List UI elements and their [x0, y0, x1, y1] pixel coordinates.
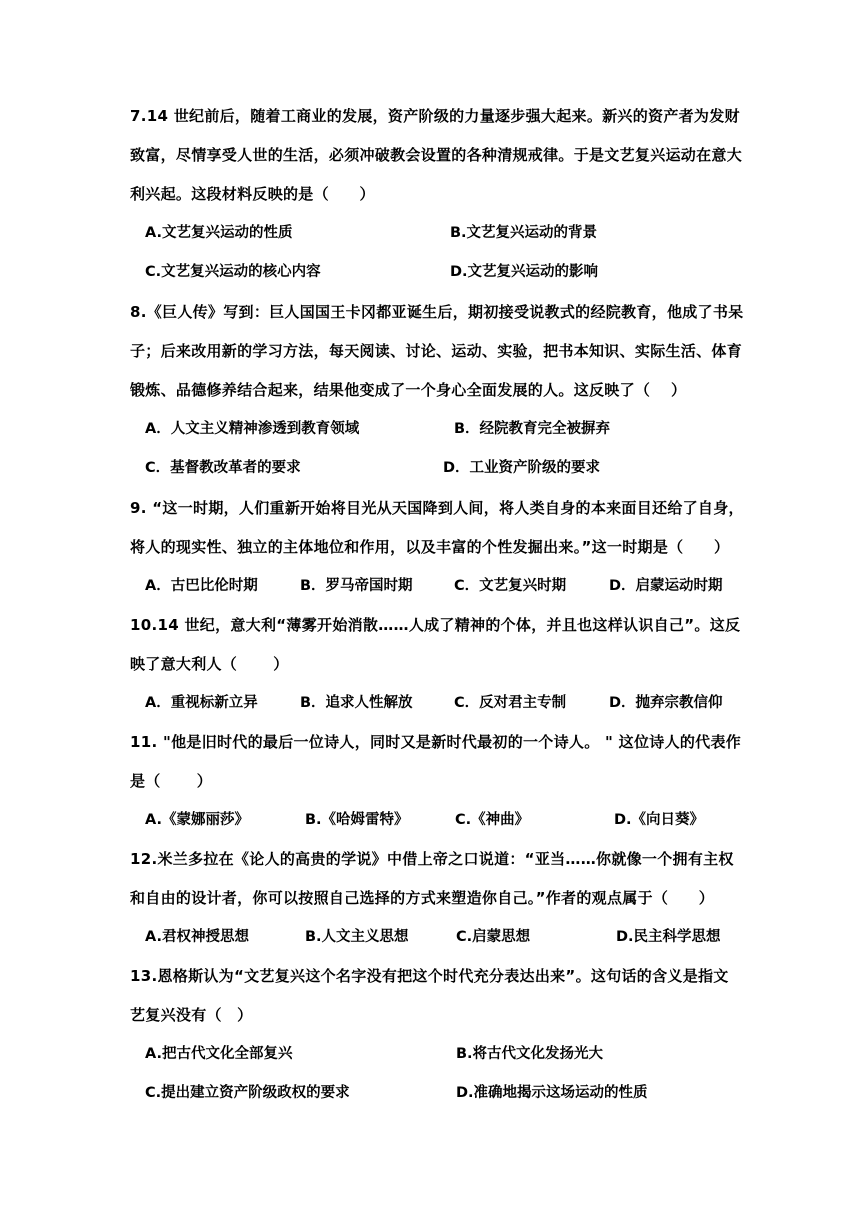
question-stem-line: 12.米兰多拉在《论人的高贵的学说》中借上帝之口说道：“亚当……你就像一个拥有主权	[130, 850, 734, 868]
option-b: B.人文主义思想	[305, 929, 409, 945]
option-a: A.文艺复兴运动的性质	[145, 225, 293, 241]
option-b: B．经院教育完全被摒弃	[454, 421, 611, 437]
option-row	[130, 449, 730, 488]
question-stem-line: 是（ ）	[130, 772, 213, 790]
option-c: C.提出建立资产阶级政权的要求	[145, 1085, 350, 1101]
option-d: D.《向日葵》	[614, 812, 705, 828]
question-stem-line: 利兴起。这段材料反映的是（ ）	[130, 185, 375, 203]
option-a: A.《蒙娜丽莎》	[145, 812, 249, 828]
question-stem-line: 9. “这一时期，人们重新开始将目光从天国降到人间，将人类自身的本来面目还给了自身，	[130, 499, 744, 517]
option-d: D．抛弃宗教信仰	[609, 695, 723, 711]
option-row	[130, 567, 730, 606]
question-7	[130, 97, 743, 292]
question-stem-line: 11. "他是旧时代的最后一位诗人，同时又是新时代最初的一个诗人。 " 这位诗人的代表作	[130, 733, 742, 751]
question-stem-line: 映了意大利人（ ）	[130, 655, 289, 673]
question-stem-line: 子；后来改用新的学习方法，每天阅读、讨论、运动、实验，把书本知识、实际生活、体育	[130, 342, 743, 360]
option-c: C．文艺复兴时期	[454, 578, 567, 594]
option-b: B．罗马帝国时期	[300, 578, 413, 594]
question-stem-line: 艺复兴没有（ ）	[130, 1006, 253, 1024]
question-stem-line: 锻炼、品德修养结合起来，结果他变成了一个身心全面发展的人。这反映了（ ）	[130, 381, 687, 399]
option-c: C．反对君主专制	[454, 695, 567, 711]
option-d: D.文艺复兴运动的影响	[450, 264, 599, 280]
option-row	[130, 684, 730, 723]
question-stem-line: 7.14 世纪前后，随着工商业的发展，资产阶级的力量逐步强大起来。新兴的资产者为发财	[130, 107, 740, 125]
option-d: D．工业资产阶级的要求	[443, 460, 601, 476]
question-stem-line: 8.《巨人传》写到：巨人国国王卡冈都亚诞生后，期初接受说教式的经院教育，他成了书呆	[130, 303, 744, 321]
option-c: C.启蒙思想	[456, 929, 531, 945]
option-b: B.将古代文化发扬光大	[456, 1046, 604, 1062]
option-row	[130, 1074, 730, 1113]
option-c: C.文艺复兴运动的核心内容	[145, 264, 321, 280]
question-stem-line: 13.恩格斯认为“文艺复兴这个名字没有把这个时代充分表达出来”。这句话的含义是指文	[130, 967, 729, 985]
option-row	[130, 801, 730, 840]
question-stem-line: 和自由的设计者，你可以按照自己选择的方式来塑造你自己。”作者的观点属于（ ）	[130, 889, 715, 907]
question-8	[130, 293, 744, 488]
question-stem-line: 10.14 世纪，意大利“薄雾开始消散……人成了精神的个体，并且也这样认识自己”。这反	[130, 616, 741, 634]
option-a: A．重视标新立异	[145, 695, 258, 711]
question-10	[130, 606, 741, 723]
option-d: D.民主科学思想	[616, 929, 721, 945]
question-12	[130, 840, 734, 957]
option-d: D.准确地揭示这场运动的性质	[456, 1085, 648, 1101]
option-a: A．人文主义精神渗透到教育领域	[145, 421, 360, 437]
question-13	[130, 957, 730, 1113]
option-b: B．追求人性解放	[300, 695, 413, 711]
question-stem-line: 致富，尽情享受人世的生活，必须冲破教会设置的各种清规戒律。于是文艺复兴运动在意大	[130, 146, 743, 164]
question-11	[130, 723, 742, 840]
option-a: A.君权神授思想	[145, 929, 249, 945]
option-d: D．启蒙运动时期	[609, 578, 723, 594]
question-stem-line: 将人的现实性、独立的主体地位和作用，以及丰富的个性发掘出来。”这一时期是（ ）	[130, 538, 730, 556]
option-row	[130, 918, 730, 957]
option-a: A.把古代文化全部复兴	[145, 1046, 293, 1062]
question-9	[130, 489, 744, 606]
option-b: B.《哈姆雷特》	[305, 812, 409, 828]
option-c: C.《神曲》	[455, 812, 530, 828]
option-a: A．古巴比伦时期	[145, 578, 258, 594]
option-row	[130, 410, 730, 449]
option-row	[130, 253, 730, 292]
option-row	[130, 214, 730, 253]
option-c: C．基督教改革者的要求	[145, 460, 301, 476]
option-b: B.文艺复兴运动的背景	[450, 225, 598, 241]
option-row	[130, 1035, 730, 1074]
